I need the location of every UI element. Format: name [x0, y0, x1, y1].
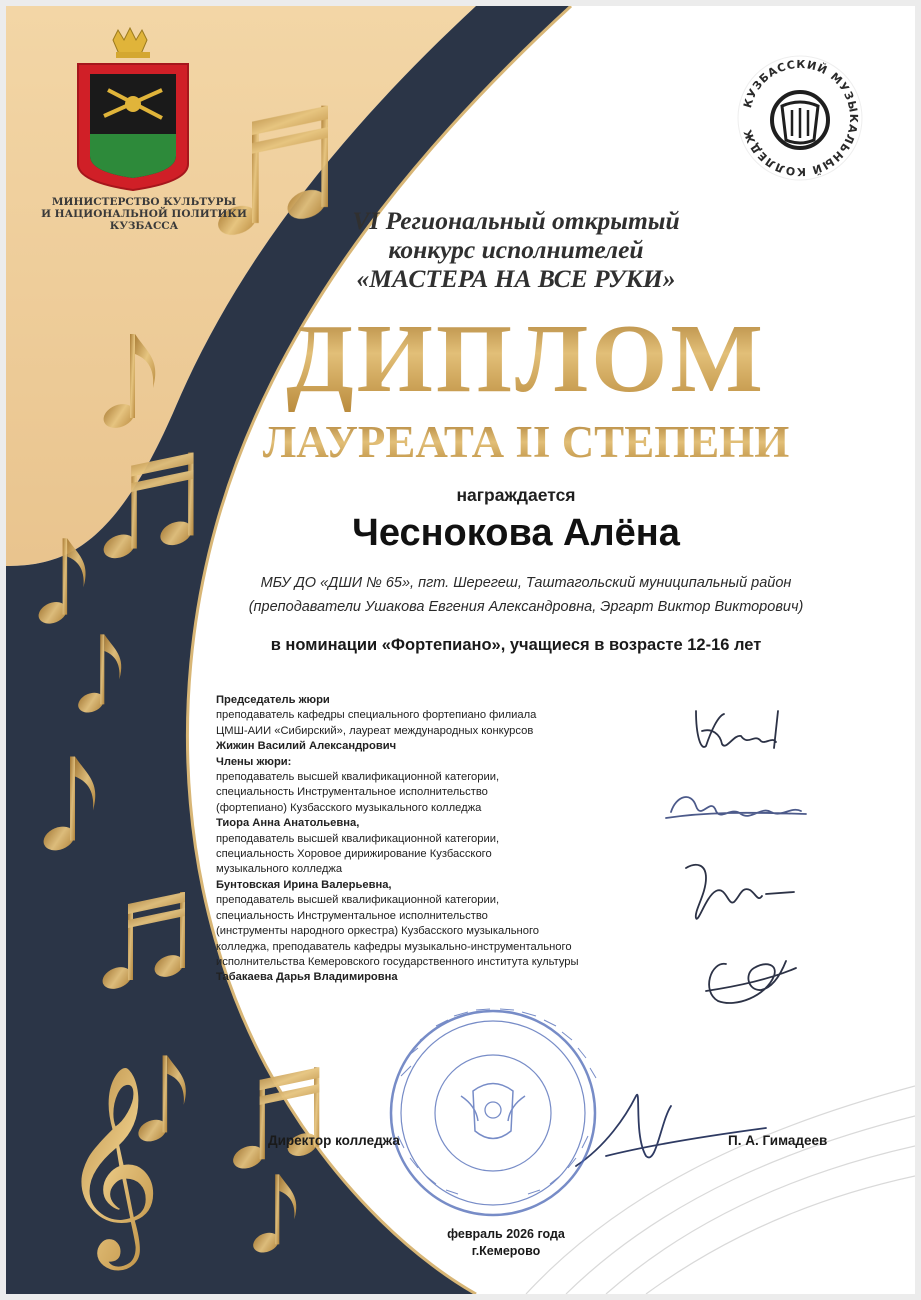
school-line-1: МБУ ДО «ДШИ № 65», пгт. Шерегеш, Таштагольский муниципальный район — [260, 575, 792, 591]
jury-line: (инструменты народного оркестра) Кузбасского музыкального — [216, 925, 540, 938]
school-line-2: (преподаватели Ушакова Евгения Александровна, Эргарт Виктор Викторович) — [248, 599, 804, 615]
jury-line: специальность Инструментальное исполнительство — [216, 909, 488, 922]
college-logo-icon — [738, 56, 862, 180]
jury-line: исполнительства Кемеровского государственного института культуры — [216, 955, 579, 968]
diploma-degree: ЛАУРЕАТА II СТЕПЕНИ — [236, 416, 816, 468]
contest-heading — [306, 206, 726, 293]
jury-line: Председатель жюри — [216, 694, 330, 706]
ministry-caption — [28, 196, 260, 232]
nomination-text: в номинации «Фортепиано», учащиеся в возрасте 12-16 лет — [270, 636, 762, 654]
college-ring-text: КУЗБАССКИЙ МУЗЫКАЛЬНЫЙ КОЛЛЕДЖ — [741, 57, 861, 179]
jury-line: (фортепиано) Кузбасского музыкального колледжа — [216, 801, 482, 814]
jury-line: специальность Хоровое дирижирование Кузбасского — [216, 848, 492, 861]
jury-line: колледжа, преподаватель кафедры музыкально-инструментального — [216, 940, 572, 953]
jury-list — [216, 693, 686, 986]
jury-line: Табакаева Дарья Владимировна — [216, 971, 398, 984]
city-text: г.Кемерово — [471, 1244, 541, 1258]
jury-line: Члены жюри: — [216, 755, 292, 768]
jury-line: Тиора Анна Анатольевна, — [216, 817, 360, 830]
diploma-title: ДИПЛОМ — [246, 304, 806, 414]
jury-line: преподаватель высшей квалификационной категории, — [216, 894, 500, 907]
jury-line: преподаватель кафедры специального фортепиано филиала — [216, 709, 537, 722]
diploma-page — [6, 6, 915, 1294]
date-text: февраль 2026 года — [447, 1227, 565, 1241]
school-info — [176, 571, 876, 619]
contest-line-1: VI Региональный открытый — [352, 206, 680, 235]
jury-line: Бунтовская Ирина Валерьевна, — [216, 878, 392, 891]
ministry-line-3: КУЗБАССА — [109, 220, 179, 232]
jury-line: преподаватель высшей квалификационной категории, — [216, 832, 500, 845]
awarded-label: награждается — [456, 485, 576, 505]
ministry-line-2: И НАЦИОНАЛЬНОЙ ПОЛИТИКИ — [41, 208, 247, 220]
jury-line: специальность Инструментальное исполнительство — [216, 786, 488, 799]
issue-date — [406, 1226, 606, 1260]
jury-line: ЦМШ-АИИ «Сибирский», лауреат международных конкурсов — [216, 724, 534, 737]
jury-line: преподаватель высшей квалификационной категории, — [216, 771, 500, 784]
director-label: Директор колледжа — [268, 1133, 400, 1148]
contest-line-3: «МАСТЕРА НА ВСЕ РУКИ» — [356, 264, 676, 293]
jury-line: Жижин Василий Александрович — [216, 740, 397, 753]
treble-clef-icon: 𝄞 — [61, 1064, 162, 1262]
recipient-name: Чеснокова Алёна — [352, 512, 680, 554]
ministry-line-1: МИНИСТЕРСТВО КУЛЬТУРЫ — [51, 196, 237, 208]
contest-line-2: конкурс исполнителей — [388, 235, 644, 264]
official-stamp — [391, 1009, 596, 1215]
jury-line: музыкального колледжа — [216, 863, 343, 876]
director-name: П. А. Гимадеев — [728, 1133, 828, 1148]
